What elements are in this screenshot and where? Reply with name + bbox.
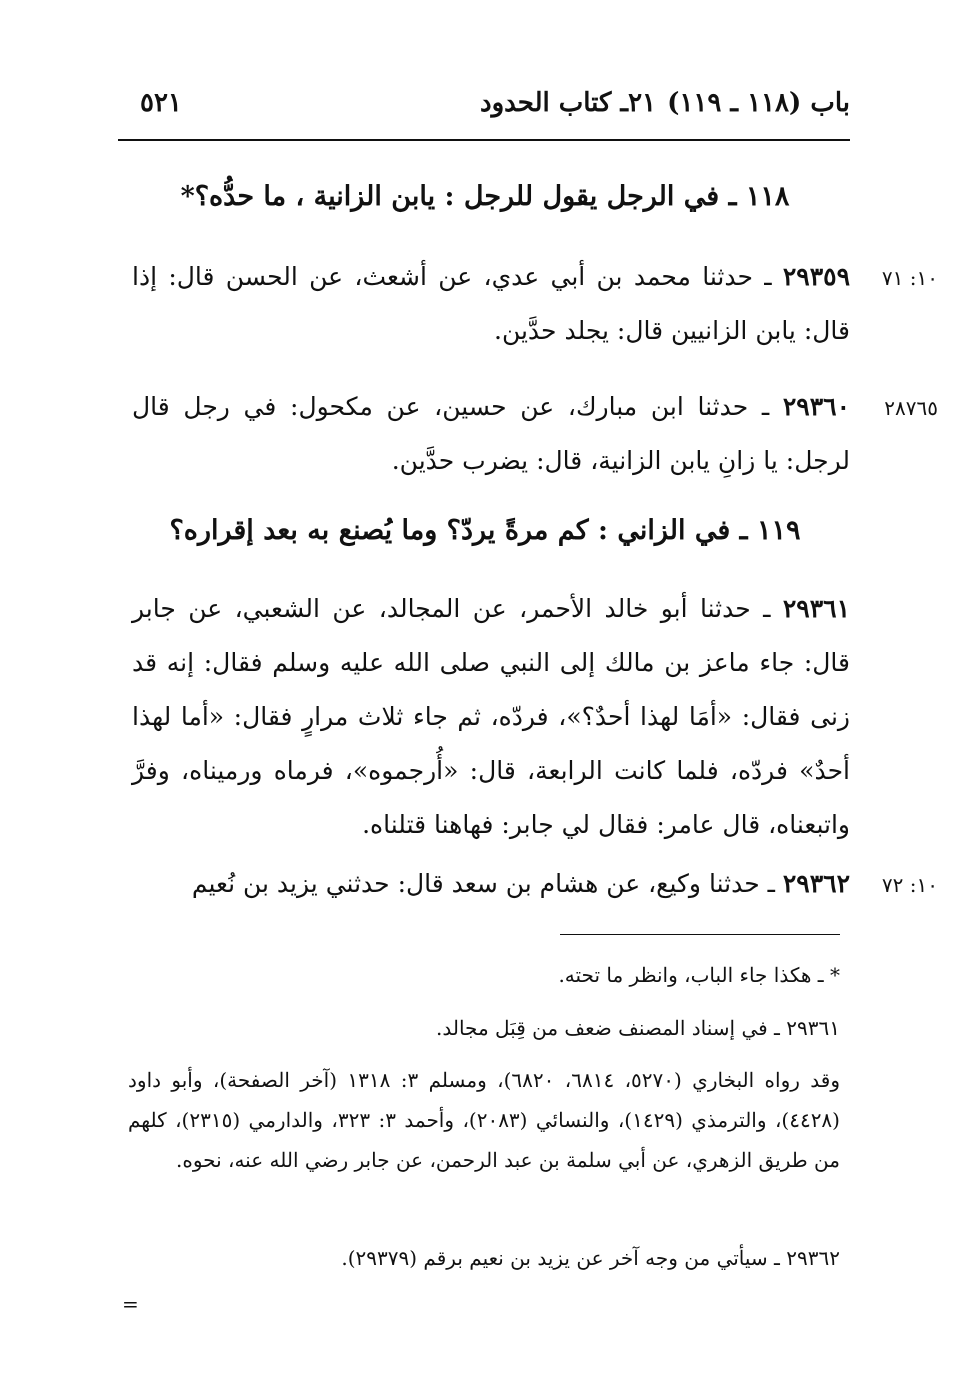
page-number: ٥٢١	[140, 88, 182, 118]
chapter-title: ٢١ـ كتاب الحدود	[480, 88, 656, 118]
hadith-text: ـ حدثنا أبو خالد الأحمر، عن المجالد، عن الشعبي، عن جابر قال: جاء ماعز بن مالك إلى النبي صلى الله عليه وسلم فقال: إنه قد زنى فقال: «أمَا لهذا أحدٌ؟»، فردّه، ثم جاء ثلاث مرارٍ فقال: «أما لهذا أحدٌ» فردّه، فلما كانت الرابعة، قال: «أُرجموه»، فرماه ورميناه، وفرَّ واتبعناه، قال عامر: فقال لي جابر: فهاهنا قتلناه.	[132, 594, 850, 839]
hadith-number: ٢٩٣٦٢	[782, 869, 850, 898]
section-heading-118: ١١٨ ـ في الرجل يقول للرجل : يابن الزانية ، ما حدُّه؟*	[180, 181, 790, 212]
continuation-mark: =	[122, 1292, 139, 1316]
hadith-paragraph	[132, 857, 850, 911]
margin-reference: ١٠: ٧٢	[881, 873, 938, 897]
running-header	[118, 88, 850, 136]
margin-reference: ١٠: ٧١	[881, 266, 938, 290]
hadith-text: ـ حدثنا ابن مبارك، عن حسين، عن مكحول: في رجل قال لرجل: يا زانِ يابن الزانية، قال: يضرب حدَّين.	[132, 392, 850, 475]
footnote: وقد رواه البخاري (٥٢٧٠، ٦٨١٤، ٦٨٢٠)، ومسلم ٣: ١٣١٨ (آخر الصفحة)، وأبو داود (٤٤٢٨)، والترمذي (١٤٢٩)، والنسائي (٢٠٨٣)، وأحمد ٣: ٣٢٣، والدارمي (٢٣١٥)، كلهم من طريق الزهري، عن أبي سلمة بن عبد الرحمن، عن جابر رضي الله عنه، نحوه.	[128, 1068, 840, 1172]
hadith-number: ٢٩٣٦١	[782, 594, 850, 623]
hadith-text: ـ حدثنا محمد بن أبي عدي، عن أشعث، عن الحسن قال: إذا قال: يابن الزانيين قال: يجلد حدَّين.	[132, 262, 850, 345]
hadith-text: ـ حدثنا وكيع، عن هشام بن سعد قال: حدثني يزيد بن نُعيم	[191, 869, 783, 898]
footnote: ٢٩٣٦١ ـ في إسناد المصنف ضعف من قِبَل مجالد.	[436, 1016, 840, 1040]
section-heading-119: ١١٩ ـ في الزاني : كم مرةً يردّ؟ وما يُصنع به بعد إقراره؟	[169, 515, 801, 546]
header-rule	[118, 139, 850, 141]
footnote: ٢٩٣٦٢ ـ سيأتي من وجه آخر عن يزيد بن نعيم برقم (٢٩٣٧٩).	[341, 1246, 840, 1270]
hadith-paragraph	[132, 582, 850, 852]
margin-reference: ٢٨٧٦٥	[884, 396, 938, 420]
section-range: باب (١١٨ ـ ١١٩)	[667, 88, 850, 118]
hadith-number: ٢٩٣٦٠	[782, 392, 850, 421]
hadith-paragraph	[132, 380, 850, 488]
footnote-separator	[560, 934, 840, 935]
hadith-paragraph	[132, 250, 850, 358]
footnote: * ـ هكذا جاء الباب، وانظر ما تحته.	[558, 963, 840, 987]
hadith-number: ٢٩٣٥٩	[782, 262, 850, 291]
